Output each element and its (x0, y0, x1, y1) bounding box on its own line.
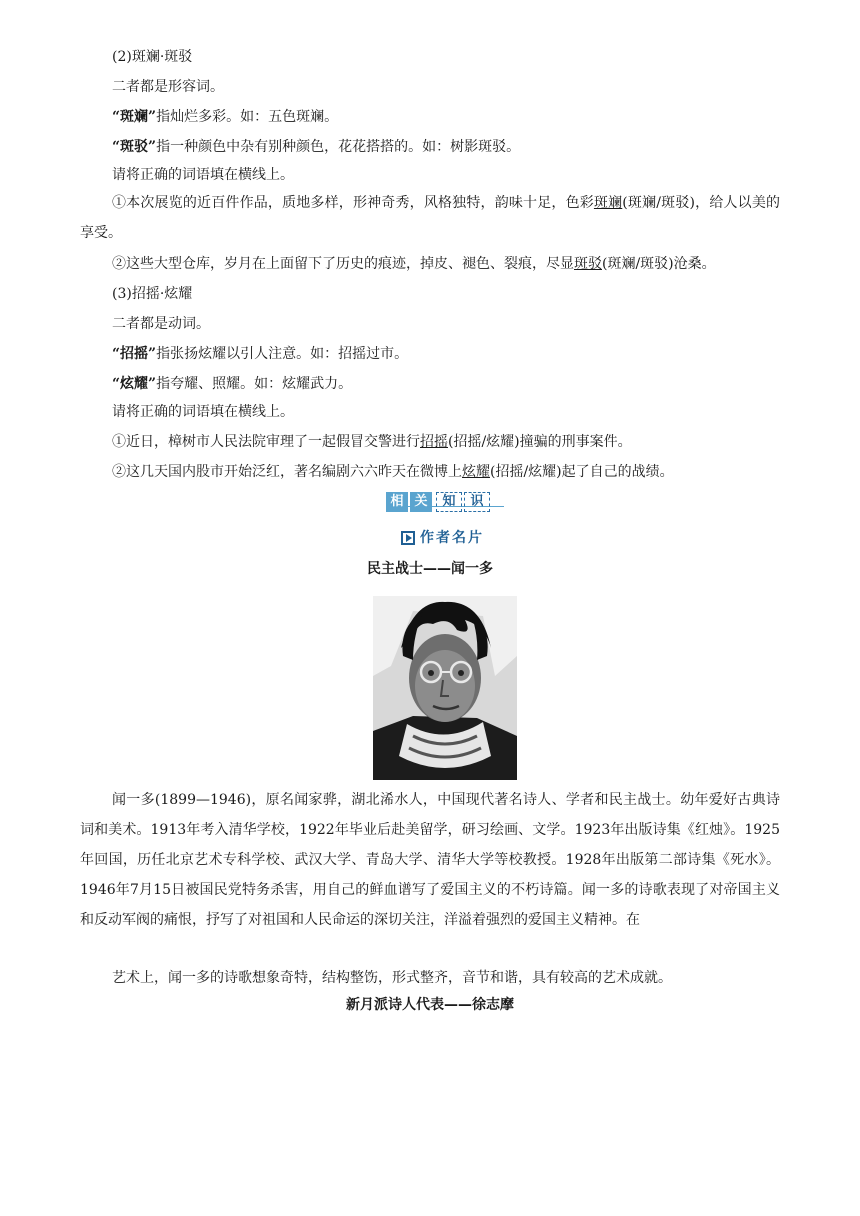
section-3-pos: 二者都是动词。 (112, 316, 210, 332)
answer: 斑驳 (574, 256, 602, 272)
answer: 斑斓 (593, 195, 623, 211)
section-3-exercise-2 (112, 462, 674, 482)
sentence: ②这几天国内股市开始泛红，著名编剧六六昨天在微博上 (112, 464, 462, 480)
banner-char: 相 (386, 492, 408, 512)
section-3-exercise-1 (112, 432, 632, 452)
definition: 指灿烂多彩。如：五色斑斓。 (156, 109, 339, 125)
section-3-instruction: 请将正确的词语填在横线上。 (112, 404, 294, 420)
definition: 指张扬炫耀以引人注意。如：招摇过市。 (156, 346, 409, 362)
author-art-paragraph: 艺术上，闻一多的诗歌想象奇特，结构整饬，形式整齐，音节和谐，具有较高的艺术成就。 (112, 970, 672, 986)
answer: 炫耀 (462, 464, 490, 480)
banner-char: 知 (436, 492, 462, 512)
options: (斑斓/斑驳)沧桑。 (602, 256, 716, 272)
next-author-title: 新月派诗人代表——徐志摩 (346, 997, 514, 1013)
play-icon (401, 531, 415, 545)
term: “炫耀” (112, 376, 157, 392)
section-2-heading: (2)斑斓·斑驳 (112, 49, 193, 65)
banner-char: 识 (464, 492, 490, 512)
related-knowledge-banner (386, 490, 504, 516)
options: (招摇/炫耀)起了自己的战绩。 (490, 464, 674, 480)
section-3-heading: (3)招摇·炫耀 (112, 286, 193, 302)
section-2-def-2 (112, 137, 520, 157)
section-2-exercise-1 (80, 188, 780, 248)
portrait-photo (373, 596, 517, 780)
section-2-pos: 二者都是形容词。 (112, 79, 224, 95)
term: “斑驳” (112, 139, 157, 155)
answer: 招摇 (420, 434, 448, 450)
options: (招摇/炫耀)撞骗的刑事案件。 (448, 434, 632, 450)
sentence: ①近日，樟树市人民法院审理了一起假冒交警进行 (112, 434, 420, 450)
section-2-instruction: 请将正确的词语填在横线上。 (112, 167, 294, 183)
definition: 指夸耀、照耀。如：炫耀武力。 (156, 376, 353, 392)
section-3-def-1 (112, 344, 408, 364)
term: “招摇” (112, 346, 157, 362)
term: “斑斓” (112, 109, 157, 125)
section-3-def-2 (112, 374, 352, 394)
author-card-subhead: 作者名片 (420, 530, 484, 546)
section-2-exercise-2 (112, 254, 716, 274)
section-2-def-1 (112, 107, 338, 127)
sentence: ①本次展览的近百件作品，质地多样，形神奇秀，风格独特，韵味十足，色彩 (112, 195, 594, 211)
portrait-image (373, 596, 517, 780)
definition: 指一种颜色中杂有别种颜色，花花搭搭的。如：树影斑驳。 (156, 139, 521, 155)
author-biography: 闻一多(1899—1946)，原名闻家骅，湖北浠水人，中国现代著名诗人、学者和民主战士。幼年爱好古典诗词和美术。1913年考入清华学校，1922年毕业后赴美留学，研习绘画、文学。1923年出版诗集《红烛》。1925年回国，历任北京艺术专科学校、武汉大学、青岛大学、清华大学等校教授。1928年出版第二部诗集《死水》。1946年7月15日被国民党特务杀害，用自己的鲜血谱写了爱国主义的不朽诗篇。闻一多的诗歌表现了对帝国主义和反动军阀的痛恨，抒写了对祖国和人民命运的深切关注，洋溢着强烈的爱国主义精神。在 (80, 792, 780, 928)
sentence: ②这些大型仓库，岁月在上面留下了历史的痕迹，掉皮、褪色、裂痕，尽显 (112, 256, 574, 272)
author-title: 民主战士——闻一多 (367, 561, 493, 577)
banner-char: 关 (410, 492, 432, 512)
options: (斑斓/斑驳)，给人以美的享受。 (80, 195, 781, 241)
